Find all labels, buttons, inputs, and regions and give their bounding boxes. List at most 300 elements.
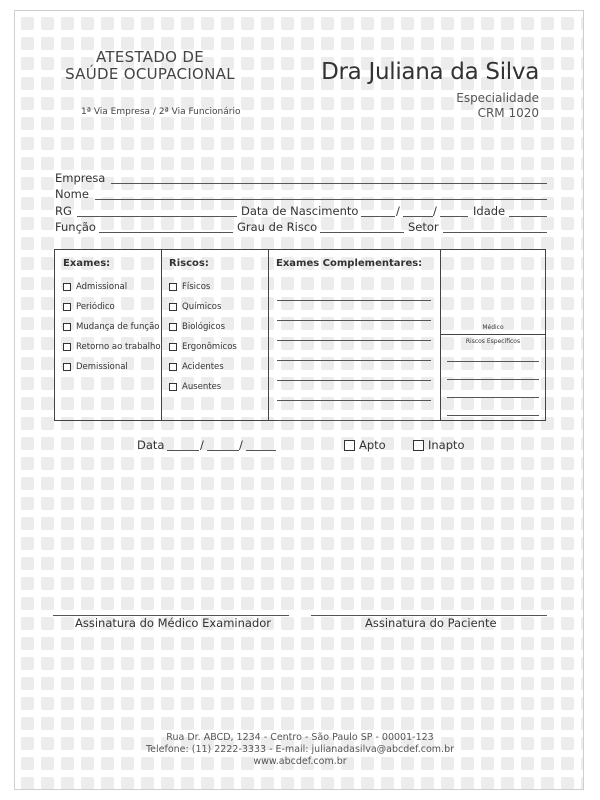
pattern-tile xyxy=(321,617,334,630)
nascimento-label: Data de Nascimento xyxy=(241,204,359,218)
pattern-tile xyxy=(201,677,214,690)
pattern-tile xyxy=(161,777,174,790)
riscos-checkbox[interactable] xyxy=(169,363,177,371)
pattern-tile xyxy=(381,637,394,650)
pattern-tile xyxy=(581,217,584,230)
pattern-tile xyxy=(61,117,74,130)
pattern-tile xyxy=(521,437,534,450)
footer-address: Rua Dr. ABCD, 1234 - Centro - São Paulo SP - 00001-123 xyxy=(166,732,434,743)
pattern-tile xyxy=(561,457,574,470)
pattern-tile xyxy=(501,457,514,470)
pattern-tile xyxy=(281,137,294,150)
pattern-tile xyxy=(21,97,34,110)
pattern-tile xyxy=(561,477,574,490)
pattern-tile xyxy=(341,777,354,790)
pattern-tile xyxy=(581,457,584,470)
pattern-tile xyxy=(541,117,554,130)
result-day-field[interactable] xyxy=(167,450,199,451)
pattern-tile xyxy=(461,17,474,30)
pattern-tile xyxy=(41,277,54,290)
column-divider xyxy=(268,250,269,420)
pattern-tile xyxy=(401,637,414,650)
riscos-option-label: Físicos xyxy=(182,282,211,292)
risco-especifico-line[interactable] xyxy=(447,397,539,398)
riscos-option[interactable] xyxy=(169,302,221,312)
pattern-tile xyxy=(121,497,134,510)
pattern-tile xyxy=(81,657,94,670)
pattern-tile xyxy=(121,597,134,610)
pattern-tile xyxy=(61,677,74,690)
pattern-tile xyxy=(261,637,274,650)
pattern-tile xyxy=(61,657,74,670)
exames-checkbox[interactable] xyxy=(63,343,71,351)
pattern-tile xyxy=(201,637,214,650)
pattern-tile xyxy=(21,277,34,290)
pattern-tile xyxy=(341,517,354,530)
pattern-tile xyxy=(281,117,294,130)
pattern-tile xyxy=(561,117,574,130)
rg-field[interactable] xyxy=(77,216,237,217)
pattern-tile xyxy=(101,497,114,510)
pattern-tile xyxy=(161,577,174,590)
pattern-tile xyxy=(501,637,514,650)
pattern-tile xyxy=(321,717,334,730)
pattern-tile xyxy=(41,457,54,470)
pattern-tile xyxy=(141,777,154,790)
pattern-tile xyxy=(581,357,584,370)
pattern-tile xyxy=(281,497,294,510)
nascimento-month-field[interactable] xyxy=(403,216,433,217)
complementar-exam-line[interactable] xyxy=(277,380,431,381)
pattern-tile xyxy=(261,437,274,450)
pattern-tile xyxy=(401,157,414,170)
pattern-tile xyxy=(461,537,474,550)
pattern-tile xyxy=(401,477,414,490)
pattern-tile xyxy=(281,157,294,170)
exames-checkbox[interactable] xyxy=(63,283,71,291)
pattern-tile xyxy=(421,537,434,550)
pattern-tile xyxy=(21,337,34,350)
pattern-tile xyxy=(161,157,174,170)
pattern-tile xyxy=(421,637,434,650)
pattern-tile xyxy=(321,697,334,710)
complementar-exam-line[interactable] xyxy=(277,360,431,361)
complementar-exam-line[interactable] xyxy=(277,300,431,301)
pattern-tile xyxy=(461,157,474,170)
pattern-tile xyxy=(301,677,314,690)
pattern-tile xyxy=(341,137,354,150)
pattern-tile xyxy=(481,717,494,730)
riscos-option[interactable] xyxy=(169,382,221,392)
pattern-tile xyxy=(181,517,194,530)
pattern-tile xyxy=(481,777,494,790)
pattern-tile xyxy=(121,537,134,550)
pattern-tile xyxy=(361,537,374,550)
pattern-tile xyxy=(341,637,354,650)
pattern-tile xyxy=(101,157,114,170)
pattern-tile xyxy=(301,777,314,790)
riscos-checkbox[interactable] xyxy=(169,323,177,331)
pattern-tile xyxy=(121,517,134,530)
pattern-tile xyxy=(541,57,554,70)
exames-option[interactable] xyxy=(63,342,161,352)
pattern-tile xyxy=(141,557,154,570)
pattern-tile xyxy=(21,237,34,250)
pattern-tile xyxy=(41,17,54,30)
idade-label: Idade xyxy=(473,204,506,218)
pattern-tile xyxy=(421,117,434,130)
pattern-tile xyxy=(361,37,374,50)
pattern-tile xyxy=(201,477,214,490)
pattern-tile xyxy=(101,17,114,30)
doctor-specialty: Especialidade xyxy=(456,91,539,105)
exames-option[interactable] xyxy=(63,282,127,292)
pattern-tile xyxy=(481,597,494,610)
empresa-field[interactable] xyxy=(111,183,547,184)
pattern-tile xyxy=(221,17,234,30)
pattern-tile xyxy=(21,317,34,330)
pattern-tile xyxy=(21,497,34,510)
risco-especifico-line[interactable] xyxy=(447,415,539,416)
pattern-tile xyxy=(581,437,584,450)
pattern-tile xyxy=(341,457,354,470)
pattern-tile xyxy=(181,677,194,690)
pattern-tile xyxy=(201,657,214,670)
riscos-checkbox[interactable] xyxy=(169,383,177,391)
pattern-tile xyxy=(341,657,354,670)
pattern-tile xyxy=(581,97,584,110)
pattern-tile xyxy=(361,697,374,710)
apto-checkbox[interactable] xyxy=(344,440,355,451)
inapto-checkbox[interactable] xyxy=(413,440,424,451)
funcao-field[interactable] xyxy=(99,232,233,233)
pattern-tile xyxy=(541,777,554,790)
nascimento-year-field[interactable] xyxy=(440,216,468,217)
pattern-tile xyxy=(521,657,534,670)
pattern-tile xyxy=(41,717,54,730)
pattern-tile xyxy=(81,777,94,790)
pattern-tile xyxy=(41,337,54,350)
pattern-tile xyxy=(181,557,194,570)
pattern-tile xyxy=(421,37,434,50)
pattern-tile xyxy=(61,577,74,590)
pattern-tile xyxy=(461,657,474,670)
exames-option[interactable] xyxy=(63,322,159,332)
complementar-exam-line[interactable] xyxy=(277,320,431,321)
pattern-tile xyxy=(221,477,234,490)
pattern-tile xyxy=(201,537,214,550)
risco-especifico-line[interactable] xyxy=(447,361,539,362)
pattern-tile xyxy=(401,717,414,730)
pattern-tile xyxy=(181,477,194,490)
pattern-tile xyxy=(301,637,314,650)
riscos-option[interactable] xyxy=(169,322,225,332)
pattern-tile xyxy=(501,437,514,450)
pattern-tile xyxy=(41,117,54,130)
pattern-tile xyxy=(281,37,294,50)
riscos-option[interactable] xyxy=(169,362,224,372)
pattern-tile xyxy=(221,677,234,690)
pattern-tile xyxy=(301,17,314,30)
pattern-tile xyxy=(181,637,194,650)
pattern-tile xyxy=(381,97,394,110)
riscos-especificos-label: Riscos Específicos xyxy=(465,338,521,345)
pattern-tile xyxy=(21,597,34,610)
pattern-tile xyxy=(181,157,194,170)
pattern-tile xyxy=(181,777,194,790)
pattern-tile xyxy=(281,657,294,670)
pattern-tile xyxy=(561,537,574,550)
pattern-tile xyxy=(541,437,554,450)
exames-checkbox[interactable] xyxy=(63,363,71,371)
doctor-crm: CRM 1020 xyxy=(477,106,539,120)
pattern-tile xyxy=(41,417,54,430)
result-month-field[interactable] xyxy=(207,450,239,451)
pattern-tile xyxy=(581,577,584,590)
pattern-tile xyxy=(581,537,584,550)
pattern-tile xyxy=(221,217,234,230)
exames-option-label: Admissional xyxy=(76,282,128,292)
pattern-tile xyxy=(381,477,394,490)
pattern-tile xyxy=(61,777,74,790)
pattern-tile xyxy=(341,677,354,690)
pattern-tile xyxy=(41,177,54,190)
pattern-tile xyxy=(321,97,334,110)
pattern-tile xyxy=(301,57,314,70)
pattern-tile xyxy=(21,657,34,670)
pattern-tile xyxy=(441,637,454,650)
pattern-tile xyxy=(261,157,274,170)
exames-option[interactable] xyxy=(63,302,115,312)
pattern-tile xyxy=(521,157,534,170)
pattern-tile xyxy=(481,437,494,450)
pattern-tile xyxy=(141,597,154,610)
pattern-tile xyxy=(561,257,574,270)
pattern-tile xyxy=(181,597,194,610)
pattern-tile xyxy=(481,637,494,650)
form-title: ATESTADO DE SAÚDE OCUPACIONAL xyxy=(65,48,235,83)
pattern-tile xyxy=(341,717,354,730)
pattern-tile xyxy=(161,557,174,570)
pattern-tile xyxy=(161,17,174,30)
pattern-tile xyxy=(441,217,454,230)
pattern-tile xyxy=(21,437,34,450)
complementares-heading: Exames Complementares: xyxy=(276,258,423,269)
idade-field[interactable] xyxy=(509,216,547,217)
pattern-tile xyxy=(441,457,454,470)
pattern-tile xyxy=(581,117,584,130)
pattern-tile xyxy=(361,477,374,490)
riscos-option[interactable] xyxy=(169,342,237,352)
pattern-tile xyxy=(21,197,34,210)
pattern-tile xyxy=(561,377,574,390)
pattern-tile xyxy=(161,637,174,650)
pattern-tile xyxy=(61,497,74,510)
pattern-tile xyxy=(141,457,154,470)
pattern-tile xyxy=(161,517,174,530)
complementar-exam-line[interactable] xyxy=(277,400,431,401)
pattern-tile xyxy=(21,677,34,690)
pattern-tile xyxy=(561,557,574,570)
pattern-tile xyxy=(361,657,374,670)
pattern-tile xyxy=(281,97,294,110)
pattern-tile xyxy=(461,577,474,590)
pattern-tile xyxy=(541,97,554,110)
pattern-tile xyxy=(521,677,534,690)
pattern-tile xyxy=(521,777,534,790)
pattern-tile xyxy=(421,577,434,590)
pattern-tile xyxy=(221,457,234,470)
result-year-field[interactable] xyxy=(246,450,276,451)
pattern-tile xyxy=(241,677,254,690)
pattern-tile xyxy=(121,217,134,230)
pattern-tile xyxy=(581,257,584,270)
pattern-tile xyxy=(361,17,374,30)
pattern-tile xyxy=(441,117,454,130)
pattern-tile xyxy=(181,577,194,590)
pattern-tile xyxy=(21,117,34,130)
riscos-option[interactable] xyxy=(169,282,210,292)
pattern-tile xyxy=(481,517,494,530)
pattern-tile xyxy=(321,657,334,670)
pattern-tile xyxy=(521,497,534,510)
pattern-tile xyxy=(301,137,314,150)
pattern-tile xyxy=(581,717,584,730)
pattern-tile xyxy=(441,577,454,590)
pattern-tile xyxy=(181,457,194,470)
pattern-tile xyxy=(261,57,274,70)
pattern-tile xyxy=(261,17,274,30)
pattern-tile xyxy=(141,137,154,150)
pattern-tile xyxy=(541,697,554,710)
pattern-tile xyxy=(81,437,94,450)
pattern-tile xyxy=(41,437,54,450)
apto-option[interactable] xyxy=(344,438,386,452)
pattern-tile xyxy=(501,37,514,50)
pattern-tile xyxy=(141,537,154,550)
pattern-tile xyxy=(461,457,474,470)
pattern-tile xyxy=(201,17,214,30)
pattern-tile xyxy=(521,137,534,150)
pattern-tile xyxy=(241,517,254,530)
exames-checkbox[interactable] xyxy=(63,323,71,331)
riscos-option-label: Químicos xyxy=(182,302,222,312)
pattern-tile xyxy=(281,777,294,790)
pattern-tile xyxy=(501,777,514,790)
footer-contact: Telefone: (11) 2222-3333 - E-mail: julianadasilva@abcdef.com.br xyxy=(145,744,455,755)
pattern-tile xyxy=(421,597,434,610)
pattern-tile xyxy=(101,717,114,730)
exames-option[interactable] xyxy=(63,362,128,372)
pattern-tile xyxy=(421,97,434,110)
pattern-tile xyxy=(521,557,534,570)
pattern-tile xyxy=(441,137,454,150)
pattern-tile xyxy=(241,537,254,550)
pattern-tile xyxy=(181,437,194,450)
pattern-tile xyxy=(81,477,94,490)
pattern-tile xyxy=(421,657,434,670)
pattern-tile xyxy=(441,697,454,710)
pattern-tile xyxy=(461,117,474,130)
grau-risco-field[interactable] xyxy=(320,232,404,233)
pattern-tile xyxy=(261,37,274,50)
exames-checkbox[interactable] xyxy=(63,303,71,311)
pattern-tile xyxy=(341,577,354,590)
pattern-tile xyxy=(21,517,34,530)
complementar-exam-line[interactable] xyxy=(277,340,431,341)
nome-field[interactable] xyxy=(95,199,547,200)
pattern-tile xyxy=(381,577,394,590)
pattern-tile xyxy=(461,597,474,610)
pattern-tile xyxy=(521,697,534,710)
pattern-tile xyxy=(121,137,134,150)
pattern-tile xyxy=(101,557,114,570)
pattern-tile xyxy=(341,497,354,510)
riscos-checkbox[interactable] xyxy=(169,283,177,291)
riscos-checkbox[interactable] xyxy=(169,343,177,351)
pattern-tile xyxy=(61,97,74,110)
inapto-option[interactable] xyxy=(413,438,465,452)
pattern-tile xyxy=(41,297,54,310)
pattern-tile xyxy=(481,217,494,230)
pattern-tile xyxy=(261,97,274,110)
pattern-tile xyxy=(201,777,214,790)
pattern-tile xyxy=(561,297,574,310)
pattern-tile xyxy=(481,577,494,590)
risco-especifico-line[interactable] xyxy=(447,379,539,380)
pattern-tile xyxy=(41,37,54,50)
pattern-tile xyxy=(561,397,574,410)
pattern-tile xyxy=(541,577,554,590)
pattern-tile xyxy=(141,477,154,490)
pattern-tile xyxy=(161,137,174,150)
pattern-tile xyxy=(101,437,114,450)
pattern-tile xyxy=(521,37,534,50)
setor-field[interactable] xyxy=(443,232,547,233)
pattern-tile xyxy=(521,537,534,550)
pattern-tile xyxy=(301,117,314,130)
pattern-tile xyxy=(41,697,54,710)
pattern-tile xyxy=(341,617,354,630)
pattern-tile xyxy=(21,157,34,170)
pattern-tile xyxy=(21,697,34,710)
prescription-form xyxy=(14,10,584,790)
pattern-tile xyxy=(481,157,494,170)
pattern-tile xyxy=(561,497,574,510)
pattern-tile xyxy=(321,537,334,550)
pattern-tile xyxy=(261,677,274,690)
pattern-tile xyxy=(61,597,74,610)
pattern-tile xyxy=(581,317,584,330)
pattern-tile xyxy=(41,217,54,230)
pattern-tile xyxy=(181,497,194,510)
pattern-tile xyxy=(561,17,574,30)
pattern-tile xyxy=(241,777,254,790)
pattern-tile xyxy=(341,117,354,130)
pattern-tile xyxy=(261,717,274,730)
pattern-tile xyxy=(41,677,54,690)
pattern-tile xyxy=(201,457,214,470)
pattern-tile xyxy=(161,717,174,730)
pattern-tile xyxy=(161,497,174,510)
complementar-exam-line[interactable] xyxy=(277,420,431,421)
riscos-checkbox[interactable] xyxy=(169,303,177,311)
pattern-tile xyxy=(541,217,554,230)
pattern-tile xyxy=(141,637,154,650)
pattern-tile xyxy=(561,277,574,290)
nascimento-day-field[interactable] xyxy=(361,216,395,217)
pattern-tile xyxy=(241,717,254,730)
